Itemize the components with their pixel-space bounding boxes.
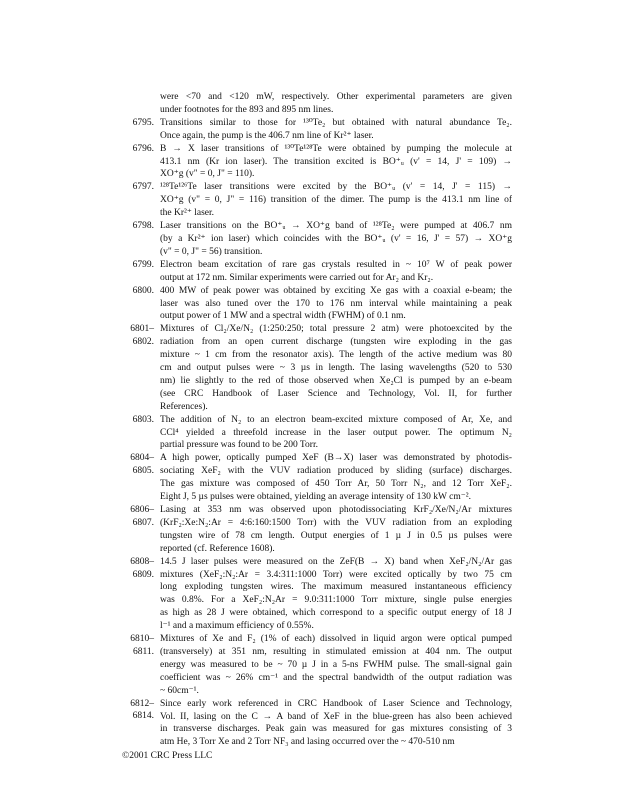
footnote-number: 6799. bbox=[132, 259, 154, 270]
footnote-line: 14.5 J laser pulses were measured on the ZeF(B → X) band when XeF₂/N₂/Ar gas bbox=[160, 556, 512, 567]
footnote bbox=[0, 698, 617, 750]
footnote bbox=[0, 633, 617, 698]
footnote-number: 6804– bbox=[130, 453, 154, 464]
footnote-line: reported (cf. Reference 1608). bbox=[160, 543, 275, 554]
footnote-line: CCl⁴ yielded a threefold increase in the laser output power. The optimum N₂ bbox=[160, 427, 512, 438]
footnote-number-end: 6802. bbox=[132, 337, 154, 348]
footnote-line: tungsten wire of 78 cm length. Output energies of 1 µ J in 0.5 µs pulses were bbox=[160, 530, 512, 541]
footnote bbox=[0, 323, 617, 413]
footnote-line: atm He, 3 Torr Xe and 2 Torr NF₃ and lasing occurred over the ~ 470-510 nm bbox=[160, 737, 455, 748]
footnote-number: 6800. bbox=[132, 285, 154, 296]
footnote-line: output at 172 nm. Similar experiments were carried out for Ar₂ and Kr₂. bbox=[160, 272, 434, 283]
footnote-line: as high as 28 J were obtained, which correspond to a specific output energy of 18 J bbox=[160, 608, 512, 619]
footnote-number-end: 6814. bbox=[132, 711, 154, 722]
footnote-line: Eight J, 5 µs pulses were obtained, yielding an average intensity of 130 kW cm⁻². bbox=[160, 492, 472, 503]
footnote-line: (see CRC Handbook of Laser Science and Technology, Vol. II, for further bbox=[160, 388, 512, 399]
footnote-line: ~ 60cm⁻¹. bbox=[160, 685, 199, 696]
footnote-line: (transversely) at 351 nm, resulting in stimulated emission at 404 nm. The output bbox=[160, 646, 512, 657]
footnote-number-end: 6807. bbox=[132, 517, 154, 528]
footnote-line: (v" = 0, J" = 56) transition. bbox=[160, 246, 263, 257]
footnote-number: 6801– bbox=[130, 324, 154, 335]
footnote-line: cm and output pulses were ~ 3 µs in length. The lasing wavelengths (520 to 530 bbox=[160, 363, 512, 374]
footnote-line: Laser transitions on the BO⁺ᵤ → XO⁺g band of ¹²⁸Te₂ were pumped at 406.7 nm bbox=[160, 221, 512, 232]
footnote-number: 6798. bbox=[132, 221, 154, 232]
footnote bbox=[0, 556, 617, 633]
footnote-number: 6806– bbox=[130, 505, 154, 515]
footnote-number-end: 6805. bbox=[132, 466, 154, 477]
footnote-line: Since early work referenced in CRC Handbook of Laser Science and Technology, bbox=[160, 698, 512, 709]
footnote-line: The addition of N₂ to an electron beam-excited mixture composed of Ar, Xe, and bbox=[160, 414, 512, 425]
copyright-footer: ©2001 CRC Press LLC bbox=[122, 751, 213, 761]
footnote-number-end: 6811. bbox=[132, 646, 154, 657]
footnote-line: XO⁺g (v" = 0, J" = 116) transition of the dimer. The pump is the 413.1 nm line of bbox=[160, 195, 512, 206]
footnote-line: The gas mixture was composed of 450 Torr Ar, 50 Torr N₂, and 12 Torr XeF₂. bbox=[160, 479, 512, 490]
footnote-line: ¹²⁸Te¹²⁶Te laser transitions were excited by the BO⁺ᵤ (v' = 14, J' = 115) → bbox=[160, 182, 512, 193]
footnote-line: the Kr²⁺ laser. bbox=[160, 208, 215, 219]
footnote-line: energy was measured to be ~ 70 µ J in a 5-ns FWHM pulse. The small-signal gain bbox=[160, 659, 512, 670]
footnote-number: 6810– bbox=[130, 634, 154, 645]
footnote bbox=[0, 285, 617, 324]
footnote-line: Once again, the pump is the 406.7 nm line of Kr²⁺ laser. bbox=[160, 130, 374, 141]
footnote bbox=[0, 117, 617, 143]
footnote bbox=[0, 181, 617, 220]
footnote bbox=[0, 220, 617, 259]
footnote-line: References). bbox=[160, 401, 208, 412]
footnote-line: mixtures (XeF₂:N₂:Ar = 3.4:311:1000 Torr) were excited optically by two 75 cm bbox=[160, 569, 512, 580]
footnote bbox=[0, 91, 617, 117]
footnote-line: Electron beam excitation of rare gas crystals resulted in ~ 10⁷ W of peak power bbox=[160, 259, 512, 270]
footnote-line: XO⁺g (v" = 0, J" = 110). bbox=[160, 169, 255, 180]
footnote-line: A high power, optically pumped XeF (B→X) laser was demonstrated by photodis- bbox=[160, 453, 512, 464]
footnote-line: 413.1 nm (Kr ion laser). The transition excited is BO⁺ᵤ (v' = 14, J' = 109) → bbox=[160, 156, 512, 167]
footnote-line: Mixtures of Xe and F₂ (1% of each) dissolved in liquid argon were optical pumped bbox=[160, 634, 512, 645]
footnote-number-end: 6809. bbox=[132, 569, 154, 580]
footnote-line: was 0.8%. For a XeF₂:N₂Ar = 9.0:311:1000 Torr mixture, single pulse energies bbox=[160, 595, 512, 606]
footnote-line: (KrF₂:Xe:N₂:Ar = 4:6:160:1500 Torr) with the VUV radiation from an exploding bbox=[160, 517, 512, 528]
footnote-line: partial pressure was found to be 200 Torr. bbox=[160, 440, 318, 451]
footnote-line: (by a Kr²⁺ ion laser) which coincides with the BO⁺ᵤ (v' = 16, J' = 57) → XO⁺g bbox=[160, 233, 512, 244]
footnote-line: in transverse discharges. Peak gain was measured for gas mixtures consisting of 3 bbox=[160, 724, 512, 735]
footnote-line: long exploding tungsten wires. The maximum measured instantaneous efficiency bbox=[160, 582, 512, 593]
footnote bbox=[0, 259, 617, 285]
footnote-line: mixture ~ 1 cm from the resonator axis). The length of the active medium was 80 bbox=[160, 350, 512, 361]
footnote-line: Transitions similar to those for ¹³⁰Te₂ but obtained with natural abundance Te₂. bbox=[160, 117, 512, 128]
footnote bbox=[0, 143, 617, 182]
footnote-line: Vol. II, lasing on the C → A band of XeF in the blue-green has also been achieved bbox=[160, 711, 512, 722]
footnote-number: 6795. bbox=[132, 117, 154, 128]
footnote-number: 6796. bbox=[132, 143, 154, 154]
footnote-number: 6803. bbox=[132, 414, 154, 425]
footnote-line: radiation from an open current discharge (tungsten wire exploding in the gas bbox=[160, 337, 512, 348]
footnote-line: under footnotes for the 893 and 895 nm lines. bbox=[160, 104, 334, 115]
footnote-line: B → X laser transitions of ¹³⁰Te¹²⁸Te were obtained by pumping the molecule at bbox=[160, 143, 512, 154]
footnote bbox=[0, 414, 617, 453]
footnote-line: were <70 and <120 mW, respectively. Other experimental parameters are given bbox=[160, 92, 512, 102]
footnote-line: output power of 1 MW and a spectral width (FWHM) of 0.1 nm. bbox=[160, 311, 406, 322]
footnote-line: Mixtures of Cl₂/Xe/N₂ (1:250:250; total pressure 2 atm) were photoexcited by the bbox=[160, 324, 512, 335]
footnote-line: sociating XeF₂ with the VUV radiation produced by sliding (surface) discharges. bbox=[160, 466, 512, 477]
footnote-number: 6812– bbox=[130, 698, 154, 709]
footnote bbox=[0, 452, 617, 504]
footnote-number: 6808– bbox=[130, 556, 154, 567]
footnote-line: nm) lie slightly to the red of those observed when Xe₂Cl is pumped by an e-beam bbox=[160, 375, 512, 386]
footnotes-list bbox=[0, 91, 617, 749]
footnote-line: laser was also tuned over the 170 to 176 nm interval while maintaining a peak bbox=[160, 298, 512, 309]
footnote-line: Lasing at 353 nm was observed upon photodissociating KrF₂/Xe/N₂/Ar mixtures bbox=[160, 505, 512, 515]
footnote-number: 6797. bbox=[132, 182, 154, 193]
footnote-line: 400 MW of peak power was obtained by exciting Xe gas with a coaxial e-beam; the bbox=[160, 285, 512, 296]
footnote-line: coefficient was ~ 26% cm⁻¹ and the spectral bandwidth of the output radiation was bbox=[160, 672, 512, 683]
footnote bbox=[0, 504, 617, 556]
footnote-line: l⁻¹ and a maximum efficiency of 0.55%. bbox=[160, 621, 314, 632]
